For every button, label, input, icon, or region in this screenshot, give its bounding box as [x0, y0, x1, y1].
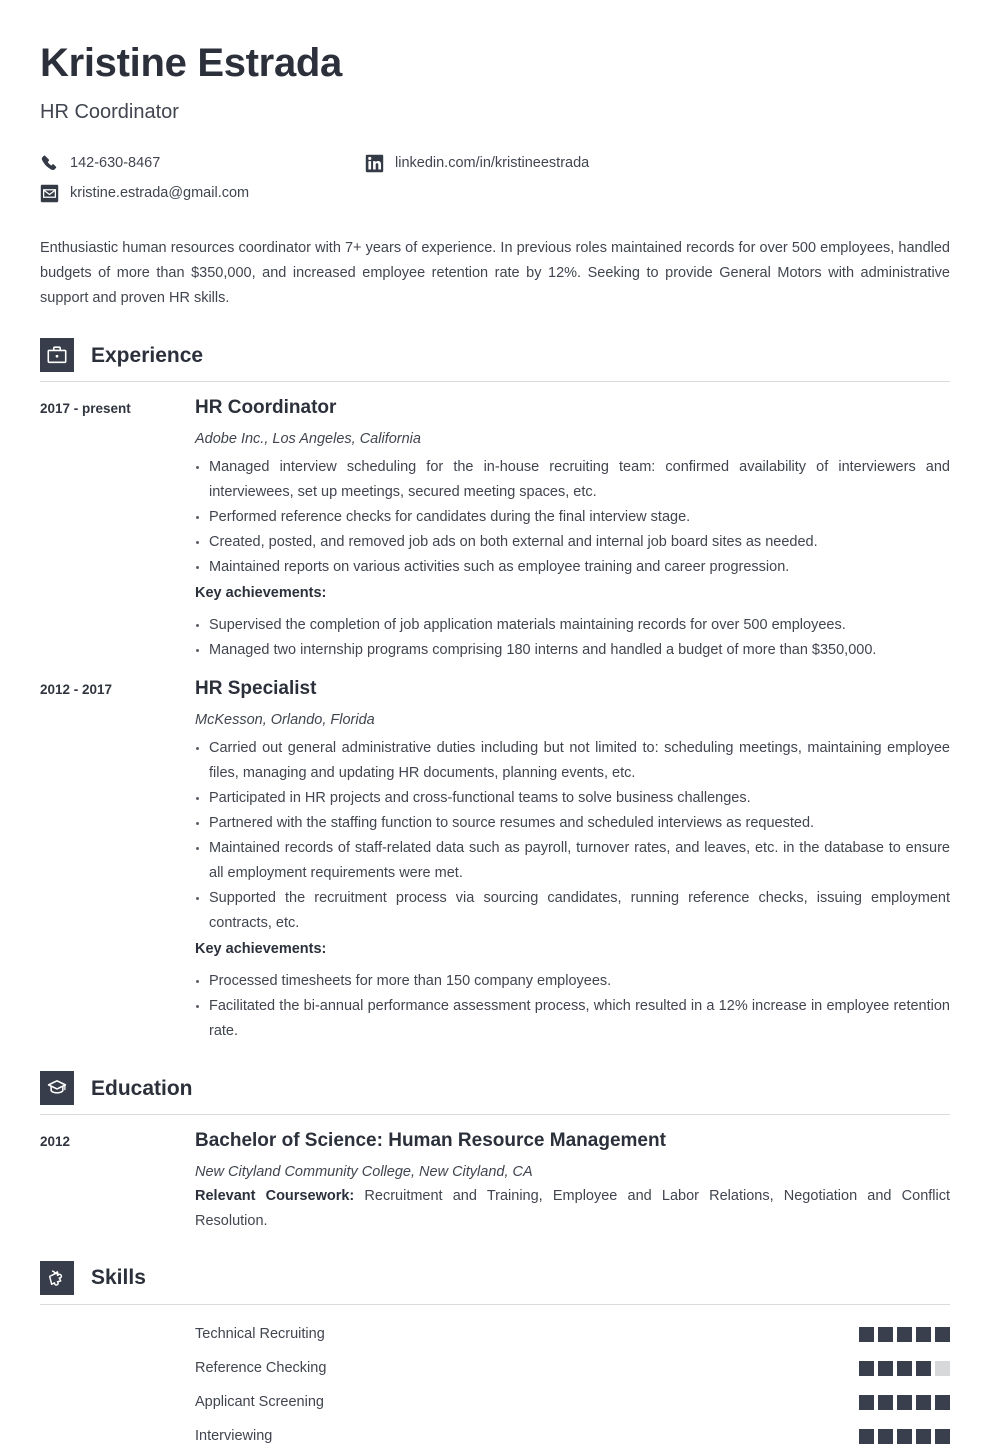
candidate-name: Kristine Estrada: [40, 41, 342, 85]
rating-square-filled: [897, 1395, 912, 1410]
rating-square-filled: [916, 1361, 931, 1376]
rating-square-filled: [897, 1361, 912, 1376]
skill-name: Applicant Screening: [195, 1394, 324, 1411]
experience-section-header: [40, 338, 950, 372]
skills-divider: [40, 1304, 950, 1305]
rating-square-filled: [897, 1327, 912, 1342]
briefcase-icon: [40, 338, 74, 372]
rating-square-filled: [935, 1429, 950, 1444]
email-icon: [40, 184, 59, 203]
skill-name: Reference Checking: [195, 1360, 327, 1377]
list-item: Carried out general administrative duties including but not limited to: scheduling meetings, maintaining employee files, managing and updating HR documents, planning events, etc.: [195, 736, 950, 786]
skills-list: [40, 1318, 950, 1454]
contact-email[interactable]: [40, 178, 365, 208]
list-item: Processed timesheets for more than 150 company employees.: [195, 969, 950, 994]
coursework-text: Recruitment and Training, Employee and Labor Relations, Negotiation and Conflict Resolution.: [195, 1187, 951, 1229]
phone-icon: [40, 154, 59, 173]
list-item: Maintained reports on various activities such as employee training and career progression.: [195, 555, 950, 580]
rating-square-filled: [859, 1429, 874, 1444]
experience-title: Experience: [91, 343, 204, 367]
skills-section: [40, 1261, 950, 1454]
education-title: Education: [91, 1076, 193, 1100]
skill-rating: [859, 1429, 950, 1444]
education-entry: [40, 1130, 950, 1233]
list-item: Performed reference checks for candidates during the final interview stage.: [195, 505, 950, 530]
list-item: Managed two internship programs comprising 180 interns and handled a budget of more than $350,000.: [195, 638, 950, 663]
education-entry-body: [195, 1130, 950, 1233]
resume-header: [40, 40, 950, 208]
rating-square-filled: [878, 1361, 893, 1376]
rating-square-filled: [859, 1395, 874, 1410]
experience-entry-title: HR Coordinator: [195, 397, 337, 418]
rating-square-filled: [859, 1361, 874, 1376]
skill-name: Interviewing: [195, 1428, 273, 1445]
experience-entry: [40, 397, 950, 663]
rating-square-filled: [897, 1429, 912, 1444]
skill-item: [195, 1420, 950, 1454]
list-item: Partnered with the staffing function to source resumes and scheduled interviews as requested.: [195, 811, 950, 836]
education-divider: [40, 1114, 950, 1115]
professional-summary: Enthusiastic human resources coordinator with 7+ years of experience. In previous roles maintained records for over 500 employees, handled budgets of more than $350,000, and increased employee retention rate by 12%. Seeking to provide General Motors with administrative support and proven HR skills.: [40, 240, 950, 306]
skill-item: [195, 1386, 950, 1420]
experience-entry-company: McKesson, Orlando, Florida: [195, 712, 375, 729]
skill-item: [195, 1352, 950, 1386]
experience-section: [40, 338, 950, 1044]
education-entry-date: 2012: [40, 1134, 71, 1150]
list-item: Managed interview scheduling for the in-house recruiting team: confirmed availability of interviewers and interviewees, set up meetings, secured meeting spaces, etc.: [195, 455, 950, 505]
education-entry-degree: Bachelor of Science: Human Resource Management: [195, 1130, 666, 1152]
skill-item: [195, 1318, 950, 1352]
education-coursework: [195, 1184, 950, 1234]
experience-divider: [40, 381, 950, 382]
skill-name: Technical Recruiting: [195, 1326, 325, 1343]
contact-phone[interactable]: [40, 148, 365, 178]
rating-square-filled: [916, 1429, 931, 1444]
education-section-header: [40, 1071, 950, 1105]
rating-square-filled: [878, 1395, 893, 1410]
contact-linkedin[interactable]: [365, 148, 589, 178]
experience-entry-date: 2017 - present: [40, 401, 131, 416]
rating-square-filled: [878, 1429, 893, 1444]
rating-square-filled: [878, 1327, 893, 1342]
rating-square-filled: [935, 1327, 950, 1342]
linkedin-icon: [365, 154, 384, 173]
contact-linkedin-text: linkedin.com/in/kristineestrada: [395, 154, 590, 171]
experience-entry-bullets: [195, 736, 950, 936]
list-item: Supervised the completion of job application materials maintaining records for over 500 employees.: [195, 613, 950, 638]
education-entry-school: New Cityland Community College, New Cityland, CA: [195, 1164, 533, 1181]
list-item: Supported the recruitment process via sourcing candidates, running reference checks, issuing employment contracts, etc.: [195, 886, 950, 936]
skill-rating: [859, 1395, 950, 1410]
candidate-job-title: HR Coordinator: [40, 101, 179, 123]
contact-info: [40, 148, 950, 208]
skills-section-header: [40, 1261, 950, 1295]
rating-square-filled: [916, 1327, 931, 1342]
contact-row-2: [40, 178, 950, 208]
contact-phone-text: 142-630-8467: [70, 154, 161, 171]
key-achievements-label: Key achievements:: [195, 585, 327, 602]
graduation-cap-icon: [40, 1071, 74, 1105]
skills-title: Skills: [91, 1266, 146, 1290]
experience-entry: [40, 678, 950, 1044]
rating-square-empty: [935, 1361, 950, 1376]
list-item: Participated in HR projects and cross-functional teams to solve business challenges.: [195, 786, 950, 811]
experience-entry-company: Adobe Inc., Los Angeles, California: [195, 430, 421, 447]
contact-row-1: [40, 148, 950, 178]
experience-entry-achievements: [195, 969, 950, 1044]
experience-entry-title: HR Specialist: [195, 678, 317, 700]
skill-rating: [859, 1361, 950, 1376]
experience-entry-achievements: [195, 613, 950, 663]
rating-square-filled: [859, 1327, 874, 1342]
experience-entry-body: [195, 397, 950, 663]
list-item: Maintained records of staff-related data such as payroll, turnover rates, and leaves, etc. in the database to ensure all employment requirements were met.: [195, 836, 950, 886]
experience-entry-date: 2012 - 2017: [40, 682, 113, 698]
rating-square-filled: [916, 1395, 931, 1410]
puzzle-icon: [40, 1261, 74, 1295]
rating-square-filled: [935, 1395, 950, 1410]
experience-entry-bullets: [195, 455, 950, 580]
contact-email-text: kristine.estrada@gmail.com: [70, 184, 250, 201]
experience-entry-body: [195, 678, 950, 1044]
education-section: [40, 1071, 950, 1233]
skill-rating: [859, 1327, 950, 1342]
list-item: Created, posted, and removed job ads on both external and internal job board sites as needed.: [195, 530, 950, 555]
coursework-label: Relevant Coursework:: [195, 1187, 355, 1204]
list-item: Facilitated the bi-annual performance assessment process, which resulted in a 12% increase in employee retention rate.: [195, 994, 950, 1044]
key-achievements-label: Key achievements:: [195, 941, 327, 958]
